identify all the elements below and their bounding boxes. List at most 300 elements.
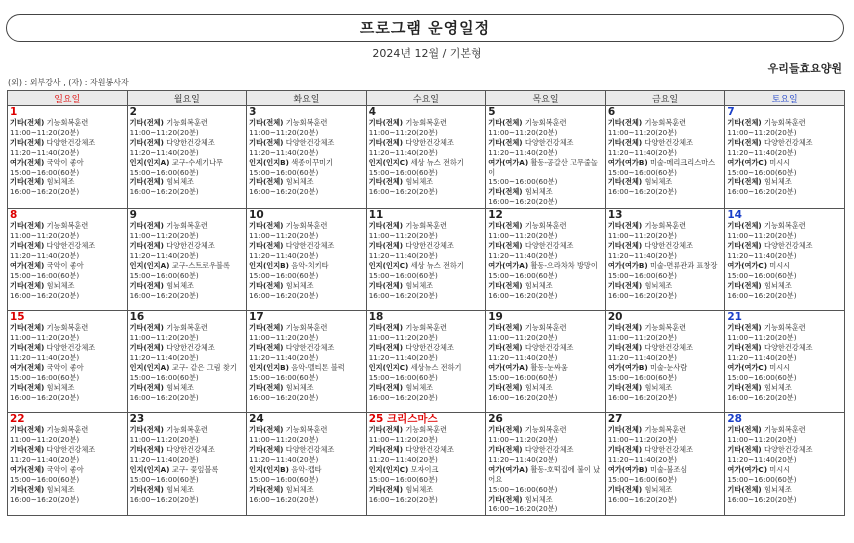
calendar-day-cell	[8, 106, 128, 209]
activity-line	[608, 281, 723, 291]
activity-time-text: 16:00~16:20(20분)	[129, 290, 199, 300]
activity-name: 기능회복훈련	[46, 323, 89, 333]
activity-time-text: 16:00~16:20(20분)	[727, 392, 797, 402]
activity-line	[727, 241, 842, 251]
calendar-day-cell	[486, 209, 606, 311]
activity-time-text: 11:20~11:40(20분)	[727, 454, 797, 464]
activity-name: 기능회복훈련	[285, 118, 328, 127]
activity-name: 힘뇌체조	[46, 484, 75, 494]
calendar-day-cell	[605, 413, 725, 516]
activity-line	[249, 343, 364, 353]
activity-name: 힘뇌체조	[166, 382, 194, 392]
activity-category: 여가(여가A)	[488, 157, 529, 167]
activity-line	[10, 485, 125, 495]
activity-category: 기타(전체)	[488, 342, 523, 352]
activity-line	[608, 118, 723, 128]
activity-name: 다양한건강체조	[405, 444, 454, 454]
calendar-day-cell	[366, 209, 486, 311]
activity-name: 힘뇌체조	[644, 177, 673, 187]
calendar-day-cell	[247, 209, 367, 311]
day-number: 13	[607, 209, 623, 222]
activity-line	[369, 118, 484, 128]
activity-time-text: 15:00~16:00(60분)	[10, 270, 80, 280]
calendar-day-cell	[8, 413, 128, 516]
activity-time	[727, 251, 842, 261]
activity-category: 기타(전체)	[607, 444, 643, 454]
activity-name: 힘뇌체조	[166, 280, 194, 290]
activity-line	[727, 323, 842, 333]
activity-name: 힘뇌체조	[166, 177, 194, 187]
activity-name: 다양한건강체조	[166, 444, 215, 454]
activity-time-text: 11:20~11:40(20분)	[607, 147, 677, 157]
activity-line	[608, 241, 723, 251]
activity-time-text: 16:00~16:20(20분)	[607, 494, 677, 504]
activity-line	[488, 118, 603, 128]
day-number: 3	[249, 106, 257, 118]
activity-name: 다양한건강체조	[524, 240, 574, 250]
activity-time	[369, 128, 484, 138]
activity-name: 힘뇌체조	[285, 382, 314, 392]
activity-line	[10, 445, 125, 455]
activity-time	[10, 231, 125, 241]
activity-name: 다양한건강체조	[524, 444, 574, 454]
activity-category: 기타(전체)	[249, 444, 284, 454]
activity-name: 힘뇌체조	[405, 177, 434, 187]
activity-line	[727, 485, 842, 495]
activity-time	[130, 271, 245, 281]
activity-time-text: 16:00~16:20(20분)	[10, 290, 80, 300]
activity-category: 기타(전체)	[129, 444, 164, 454]
activity-category: 기타(전체)	[727, 342, 762, 352]
activity-time	[488, 197, 603, 207]
activity-line	[130, 363, 245, 373]
activity-name: 다양한건강체조	[46, 342, 96, 352]
activity-time	[249, 495, 364, 505]
activity-time-text: 15:00~16:00(60분)	[488, 372, 558, 382]
activity-time-text: 11:20~11:40(20분)	[727, 250, 797, 260]
activity-name: 다양한건강체조	[405, 342, 454, 352]
calendar-day-cell	[127, 209, 247, 311]
activity-category: 기타(전체)	[368, 382, 404, 392]
activity-name: 기능회복훈련	[166, 425, 208, 435]
day-number: 22	[10, 413, 25, 426]
activity-name: 음악-멜티톤 블럭	[291, 362, 345, 372]
activity-name: 다양한건강체조	[764, 444, 813, 454]
activity-time	[488, 485, 603, 495]
activity-name: 다양한건강체조	[764, 240, 813, 250]
calendar-day-cell	[247, 106, 367, 209]
activity-line	[488, 138, 603, 148]
activity-line	[369, 323, 484, 333]
day-number: 4	[368, 106, 376, 118]
activity-line	[10, 158, 125, 168]
activity-time-text: 11:00~11:20(20분)	[249, 333, 319, 343]
weekday-header-fri: 금요일	[605, 91, 725, 106]
page-subtitle: 2024년 12월 / 기본형	[372, 47, 482, 60]
activity-time	[369, 271, 484, 281]
activity-time	[369, 148, 484, 158]
activity-time-text: 16:00~16:20(20분)	[10, 187, 80, 197]
activity-time	[10, 187, 125, 197]
activity-category: 기타(전체)	[368, 177, 404, 187]
activity-time-text: 16:00~16:20(20분)	[249, 494, 319, 504]
activity-time-text: 16:00~16:20(20분)	[488, 197, 558, 207]
activity-line	[10, 363, 125, 373]
activity-line	[249, 158, 364, 168]
weekday-header-tue: 화요일	[247, 91, 367, 106]
activity-category: 기타(전체)	[10, 425, 45, 435]
activity-time	[488, 251, 603, 261]
activity-time-text: 15:00~16:00(60분)	[607, 372, 677, 382]
calendar-week-row	[8, 209, 845, 311]
activity-line	[608, 445, 723, 455]
activity-name: 기능회복훈련	[764, 118, 806, 127]
activity-category: 기타(전체)	[249, 342, 284, 352]
activity-category: 여가(여가A)	[488, 362, 529, 372]
activity-time	[130, 231, 245, 241]
activity-line	[369, 177, 484, 187]
activity-time	[488, 177, 603, 187]
activity-category: 여가(전체)	[10, 362, 45, 372]
activity-time-text: 15:00~16:00(60분)	[607, 270, 677, 280]
activity-category: 기타(전체)	[488, 240, 523, 250]
activity-name: 다양한건강체조	[166, 240, 215, 250]
activity-time-text: 11:20~11:40(20분)	[488, 352, 558, 362]
activity-category: 기타(전체)	[607, 221, 643, 231]
activity-line	[369, 465, 484, 475]
activity-name: 다양한건강체조	[285, 444, 335, 454]
activity-name: 다양한건강체조	[644, 342, 694, 352]
activity-time-text: 11:00~11:20(20분)	[727, 127, 797, 137]
activity-category: 기타(전체)	[727, 323, 762, 333]
day-number: 27	[607, 413, 623, 426]
day-number: 8	[10, 209, 18, 222]
activity-category: 기타(전체)	[488, 382, 523, 392]
activity-line	[369, 363, 484, 373]
activity-time-text: 15:00~16:00(60분)	[607, 474, 677, 484]
activity-name: 음악-캡타	[291, 464, 322, 474]
activity-line	[488, 343, 603, 353]
activity-category: 기타(전체)	[10, 137, 45, 147]
activity-time-text: 11:20~11:40(20분)	[368, 454, 438, 464]
activity-line	[10, 281, 125, 291]
activity-name: 기능회복훈련	[405, 425, 447, 435]
activity-line	[608, 221, 723, 231]
activity-time-text: 15:00~16:00(60분)	[727, 372, 797, 382]
day-number: 5	[488, 106, 496, 118]
activity-category: 기타(전체)	[129, 342, 164, 352]
activity-time-text: 15:00~16:00(60분)	[368, 270, 438, 280]
day-number: 24	[249, 413, 264, 426]
weekday-header-row	[8, 91, 845, 106]
day-number: 6	[607, 106, 616, 118]
activity-name: 다양한건강체조	[285, 342, 335, 352]
activity-category: 기타(전체)	[129, 118, 164, 127]
activity-time-text: 16:00~16:20(20분)	[249, 187, 319, 197]
activity-name: 세상 뉴스 전하기	[410, 260, 464, 270]
activity-category: 기타(전체)	[368, 444, 404, 454]
activity-category: 기타(전체)	[727, 177, 762, 187]
activity-line	[727, 177, 842, 187]
activity-name: 기능회복훈련	[524, 118, 567, 127]
activity-time	[608, 231, 723, 241]
activity-time	[369, 475, 484, 485]
activity-category: 기타(전체)	[10, 342, 45, 352]
activity-time	[727, 475, 842, 485]
activity-name: 힘뇌체조	[764, 280, 792, 290]
activity-category: 기타(전체)	[488, 221, 523, 231]
day-number: 25 크리스마스	[368, 413, 438, 426]
activity-time	[488, 128, 603, 138]
activity-time	[10, 393, 125, 403]
activity-time	[608, 291, 723, 301]
activity-category: 기타(전체)	[10, 221, 45, 231]
activity-category: 기타(전체)	[727, 137, 762, 147]
activity-time-text: 11:20~11:40(20분)	[488, 250, 558, 260]
activity-time-text: 16:00~16:20(20분)	[607, 392, 677, 402]
activity-line	[249, 445, 364, 455]
activity-name: 힘뇌체조	[644, 280, 673, 290]
activity-time	[10, 455, 125, 465]
activity-line	[10, 138, 125, 148]
activity-time	[10, 435, 125, 445]
activity-category: 기타(전체)	[249, 323, 284, 333]
activity-time-text: 11:00~11:20(20분)	[607, 231, 677, 241]
activity-time-text: 11:20~11:40(20분)	[368, 147, 438, 157]
activity-time-text: 11:20~11:40(20분)	[727, 147, 797, 157]
activity-time-text: 16:00~16:20(20분)	[488, 290, 558, 300]
activity-line	[608, 465, 723, 475]
activity-line	[488, 425, 603, 435]
activity-time-text: 15:00~16:00(60분)	[10, 474, 80, 484]
activity-line	[488, 465, 603, 485]
activity-time-text: 11:00~11:20(20분)	[10, 333, 80, 343]
activity-time	[608, 393, 723, 403]
activity-name: 기능회복훈련	[764, 323, 806, 333]
activity-time	[608, 187, 723, 197]
activity-time-text: 15:00~16:00(60분)	[488, 484, 558, 494]
activity-name: 활동-공갈산 고무줄놀이	[488, 157, 598, 177]
activity-line	[727, 383, 842, 393]
activity-time-text: 11:20~11:40(20분)	[249, 147, 319, 157]
calendar-day-cell	[605, 106, 725, 209]
activity-time	[130, 455, 245, 465]
activity-time	[249, 148, 364, 158]
activity-category: 여가(여가B)	[607, 157, 648, 167]
activity-time-text: 16:00~16:20(20분)	[727, 187, 797, 197]
activity-time-text: 11:00~11:20(20분)	[10, 435, 80, 445]
activity-line	[488, 363, 603, 373]
activity-category: 기타(전체)	[607, 484, 643, 494]
activity-time-text: 11:20~11:40(20분)	[249, 454, 319, 464]
activity-time-text: 16:00~16:20(20분)	[249, 290, 319, 300]
activity-time	[130, 373, 245, 383]
day-number: 15	[10, 311, 25, 324]
activity-category: 기타(전체)	[129, 382, 164, 392]
activity-category: 기타(전체)	[488, 425, 523, 435]
activity-name: 다양한건강체조	[764, 342, 813, 352]
day-number: 28	[727, 413, 742, 426]
activity-line	[369, 445, 484, 455]
activity-name: 활동-으라차차 방망이	[530, 260, 598, 270]
activity-name: 기능회복훈련	[405, 118, 447, 127]
calendar-day-cell	[127, 413, 247, 516]
activity-name: 다양한건강체조	[46, 240, 96, 250]
activity-line	[369, 281, 484, 291]
activity-line	[727, 445, 842, 455]
activity-time	[130, 168, 245, 178]
activity-category: 인지(인지C)	[368, 464, 409, 474]
activity-name: 기능회복훈련	[644, 118, 687, 127]
activity-time-text: 15:00~16:00(60분)	[249, 474, 319, 484]
activity-time	[727, 128, 842, 138]
activity-name: 기능회복훈련	[166, 323, 208, 333]
activity-time-text: 11:00~11:20(20분)	[249, 127, 319, 137]
activity-time	[488, 271, 603, 281]
activity-name: 다양한건강체조	[644, 137, 694, 147]
activity-name: 미시시	[769, 464, 791, 474]
activity-name: 기능회복훈련	[524, 221, 567, 231]
activity-name: 기능회복훈련	[46, 118, 89, 127]
day-number: 10	[249, 209, 264, 222]
activity-time	[10, 291, 125, 301]
activity-line	[608, 261, 723, 271]
activity-name: 기능회복훈련	[166, 221, 208, 231]
activity-line	[727, 465, 842, 475]
activity-category: 기타(전체)	[727, 280, 762, 290]
activity-name: 힘뇌체조	[285, 177, 314, 187]
activity-time	[130, 435, 245, 445]
activity-time-text: 11:00~11:20(20분)	[249, 435, 319, 445]
activity-name: 기능회복훈련	[764, 221, 806, 231]
activity-line	[488, 495, 603, 505]
activity-time-text: 11:20~11:40(20분)	[488, 147, 558, 157]
activity-name: 힘뇌체조	[524, 280, 553, 290]
calendar-day-cell	[486, 106, 606, 209]
activity-line	[249, 465, 364, 475]
activity-name: 세상뉴스 전하기	[410, 362, 462, 372]
activity-category: 기타(전체)	[249, 177, 284, 187]
legend-note: (외) : 외부강사 , (자) : 자원봉사자	[8, 78, 129, 87]
activity-time-text: 11:00~11:20(20분)	[488, 231, 558, 241]
activity-time-text: 16:00~16:20(20분)	[488, 504, 558, 514]
activity-category: 기타(전체)	[249, 425, 284, 435]
activity-time-text: 11:00~11:20(20분)	[129, 333, 199, 343]
activity-name: 미술-메리크리스마스	[649, 157, 716, 167]
activity-time	[249, 251, 364, 261]
activity-time-text: 15:00~16:00(60분)	[10, 167, 80, 177]
activity-time	[369, 333, 484, 343]
activity-line	[369, 158, 484, 168]
activity-time-text: 15:00~16:00(60분)	[727, 167, 797, 177]
activity-category: 인지(인지C)	[368, 157, 409, 167]
activity-time-text: 11:20~11:40(20분)	[607, 250, 677, 260]
activity-line	[369, 485, 484, 495]
activity-time	[249, 231, 364, 241]
activity-line	[608, 363, 723, 373]
calendar-week-row	[8, 413, 845, 516]
activity-line	[727, 138, 842, 148]
calendar-week-row	[8, 311, 845, 413]
activity-line	[727, 118, 842, 128]
activity-time-text: 11:20~11:40(20분)	[10, 250, 80, 260]
activity-line	[727, 261, 842, 271]
activity-line	[130, 445, 245, 455]
activity-time-text: 15:00~16:00(60분)	[368, 167, 438, 177]
activity-time-text: 11:00~11:20(20분)	[727, 435, 797, 445]
activity-time	[727, 271, 842, 281]
activity-category: 기타(전체)	[727, 484, 762, 494]
activity-time	[488, 353, 603, 363]
activity-line	[249, 221, 364, 231]
activity-name: 교구-수세기나무	[171, 157, 223, 167]
activity-time	[249, 271, 364, 281]
activity-line	[130, 177, 245, 187]
activity-category: 기타(전체)	[249, 280, 284, 290]
activity-line	[369, 383, 484, 393]
activity-category: 기타(전체)	[607, 382, 643, 392]
activity-time-text: 16:00~16:20(20분)	[368, 392, 438, 402]
activity-name: 힘뇌체조	[764, 177, 792, 187]
activity-time-text: 11:00~11:20(20분)	[607, 333, 677, 343]
activity-name: 다양한건강체조	[524, 342, 574, 352]
activity-name: 다양한건강체조	[46, 444, 96, 454]
activity-line	[608, 425, 723, 435]
activity-time-text: 16:00~16:20(20분)	[368, 187, 438, 197]
activity-category: 기타(전체)	[10, 118, 45, 127]
activity-category: 기타(전체)	[10, 323, 45, 333]
activity-name: 힘뇌체조	[46, 382, 75, 392]
activity-category: 기타(전체)	[727, 221, 762, 231]
activity-line	[488, 158, 603, 178]
activity-line	[608, 177, 723, 187]
activity-time-text: 15:00~16:00(60분)	[249, 270, 319, 280]
activity-line	[130, 261, 245, 271]
activity-time	[608, 128, 723, 138]
activity-time	[10, 271, 125, 281]
activity-line	[488, 383, 603, 393]
activity-category: 기타(전체)	[727, 240, 762, 250]
activity-category: 기타(전체)	[368, 118, 404, 127]
activity-category: 인지(인지A)	[129, 464, 170, 474]
activity-time	[608, 435, 723, 445]
weekday-header-thu: 목요일	[486, 91, 606, 106]
activity-time-text: 11:20~11:40(20분)	[249, 352, 319, 362]
activity-category: 여가(여가C)	[727, 260, 767, 270]
activity-name: 다양한건강체조	[285, 240, 335, 250]
activity-name: 다양한건강체조	[524, 137, 574, 147]
activity-time-text: 11:00~11:20(20분)	[727, 231, 797, 241]
activity-time-text: 11:00~11:20(20분)	[129, 231, 199, 241]
activity-line	[130, 281, 245, 291]
activity-name: 힘뇌체조	[524, 382, 553, 392]
activity-name: 힘뇌체조	[524, 494, 553, 504]
activity-line	[130, 118, 245, 128]
activity-name: 미술-불조심	[649, 464, 688, 474]
activity-line	[130, 425, 245, 435]
activity-category: 기타(전체)	[488, 444, 523, 454]
day-number: 9	[129, 209, 137, 222]
activity-time	[727, 291, 842, 301]
activity-category: 기타(전체)	[249, 137, 284, 147]
activity-category: 기타(전체)	[488, 187, 523, 197]
activity-line	[488, 261, 603, 271]
activity-time	[10, 128, 125, 138]
activity-time	[488, 373, 603, 383]
activity-time-text: 11:00~11:20(20분)	[488, 435, 558, 445]
activity-time	[488, 393, 603, 403]
weekday-header-sat: 토요일	[725, 91, 845, 106]
